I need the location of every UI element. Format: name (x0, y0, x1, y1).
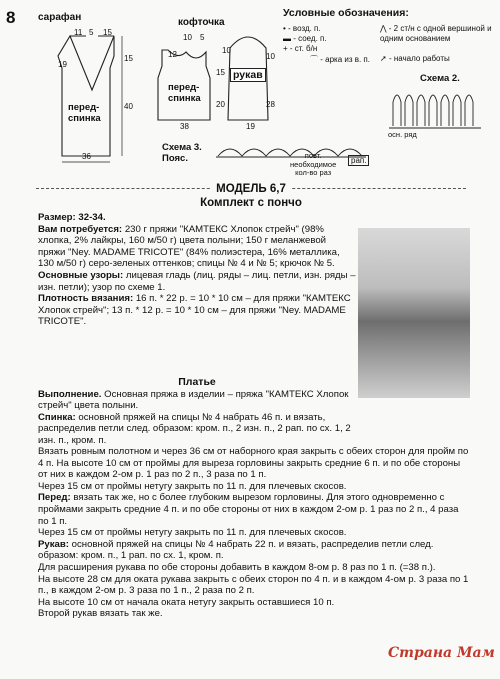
arch-icon: ⌒ (310, 55, 318, 64)
scheme3-label: Схема 3. Пояс. (162, 142, 202, 164)
legend-item-arch: ⌒ - арка из в. п. (310, 55, 370, 64)
kofta-dim-8: 28 (266, 100, 275, 109)
kofta-dim-7: 38 (180, 122, 189, 131)
chain-icon: • (283, 24, 286, 33)
legend-item-chain: • - возд. п. (283, 24, 321, 33)
kofta-dim-10: 10 (266, 52, 275, 61)
sarafan-body-label: перед- спинка (68, 102, 101, 124)
legend-item-start: ➚ - начало работы (380, 54, 450, 63)
kofta-label: кофточка (178, 17, 225, 28)
scheme2-label: Схема 2. (420, 73, 460, 84)
kofta-dim-2: 5 (200, 33, 205, 42)
legend-title: Условные обозначения: (283, 7, 409, 19)
sarafan-dim-4: 19 (58, 60, 67, 69)
arrow-icon: ➚ (380, 54, 387, 63)
dc2tog-icon: ⋀ (380, 24, 387, 33)
watermark-logo: Страна Мам (388, 645, 495, 661)
legend-item-slip: ▬ - соед. п. (283, 34, 327, 43)
model-subtitle: Комплект с пончо (200, 197, 302, 209)
scheme2-base-label: осн. ряд (388, 130, 417, 139)
page-number: 8 (6, 8, 16, 27)
dress-block: Платье Выполнение. Основная пряжа в изделии – пряжа "КАМТЕКС Хлопок стрейч" цвета полыни. Спинка: основной пряжей на спицы № 4 набрать 46 п. и вязать, распределив петли след. образом: кром. п., 2 изн. п., 2 рап. по сх. 1, 2 изн. п., кром. п. (38, 376, 351, 446)
slip-stitch-icon: ▬ (283, 34, 291, 43)
sarafan-dim-5: 15 (124, 54, 133, 63)
kofta-dim-1: 10 (183, 33, 192, 42)
single-crochet-icon: + (283, 44, 288, 53)
scheme3-repeat: рап. (348, 155, 369, 166)
legend-col-2 (380, 24, 495, 64)
scheme2-chart (385, 84, 490, 136)
kofta-dim-6: 20 (216, 100, 225, 109)
legend-item-sc: + - ст. б/н (283, 44, 318, 53)
materials-block: Размер: 32-34. Вам потребуется: 230 г пряжи "КАМТЕКС Хлопок стрейч" (98% хлопка, 2% лайкры, 160 м/50 г) цвета полыни; 150 г меланжевой пряжи "Ney. MADAME TRICOTE" (84% полиэстера, 16% металлика, 130 м/50 г) серо-зеленых оттенков; спицы № 4 и № 5; крючок № 5. Основные узоры: лицевая гладь (лиц. ряды – лиц. петли, изн. ряды – изн. петли); узор по схеме 1. Плотность вязания: 16 п. * 22 р. = 10 * 10 см – для пряжи "КАМТЕКС Хлопок стрейч"; 13 п. * 12 р. = 10 * 10 см – для пряжи "Ney. MADAME TRICOTE". (38, 212, 356, 328)
dress-block-2: Вязать ровным полотном и через 36 см от наборного края закрыть с обеих сторон для пройм по 4 п. На высоте 10 см от проймы для выреза горловины закрыть средние 6 п. и по обе стороны от них в каждом 2-ом р. 1 раз по 2 п., 3 раза по 1 п. Через 15 см от проймы нетугу закрыть по 11 п. для плечевых скосов. Перед: вязать так же, но с более глубоким вырезом горловины. Для этого одновременно с проймами закрыть средние 4 п. и по обе стороны от них в каждом 2-ом р. 1 раз по 2 п., 4 раза по 1 п. Через 15 см от проймы нетугу закрыть по 11 п. для плечевых скосов. Рукав: основной пряжей на спицы № 4 набрать 22 п. и вязать, распределив петли след. образом: кром. п., 1 рап. по сх. 1, кром. п. Для расширения рукава по обе стороны добавить в каждом 8-ом р. 8 раз по 1 п. (=38 п.). На высоте 28 см для оката рукава закрыть с обеих сторон по 4 п. и в каждом 4-ом р. 3 раза по 1 п., в каждом 2-ом р. 3 раза по 1 п., 2 раза по 2 п. На высоте 10 см от начала оката нетугу закрыть оставшиеся 10 п. Второй рукав вязать так же. (38, 446, 469, 620)
scheme3-note: повт. необходимое кол-во раз (290, 151, 337, 177)
kofta-body-label: перед- спинка (168, 82, 201, 104)
sarafan-dim-6: 40 (124, 102, 133, 111)
kofta-dim-5: 15 (216, 68, 225, 77)
legend-col-1 (283, 24, 373, 54)
sarafan-diagram (40, 28, 145, 168)
kofta-dim-4: 10 (222, 46, 231, 55)
sarafan-label: сарафан (38, 12, 82, 23)
sarafan-dim-7: 36 (82, 152, 91, 161)
kofta-dim-3: 12 (168, 50, 177, 59)
kofta-sleeve-label: рукав (230, 68, 266, 82)
sarafan-dim-3: 15 (103, 28, 112, 37)
kofta-dim-9: 19 (246, 122, 255, 131)
model-title: МОДЕЛЬ 6,7 (36, 183, 466, 195)
sarafan-dim-1: 11 (74, 28, 83, 37)
legend-item-dc2tog: ⋀ - 2 ст/н с одной вершиной и одним основанием (380, 24, 492, 43)
sarafan-dim-2: 5 (89, 28, 94, 37)
model-photo (358, 228, 470, 398)
